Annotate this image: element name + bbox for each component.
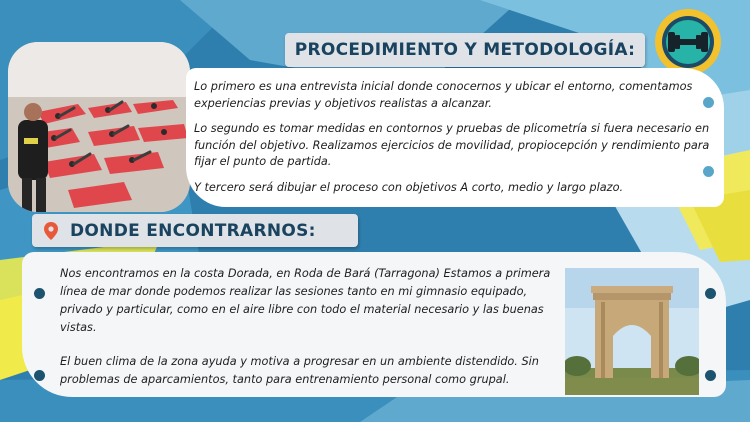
decorative-dot bbox=[703, 97, 714, 108]
location-paragraph-2: El buen clima de la zona ayuda y motiva a progresar en un ambiente distendido. Sin problemas de aparcamientos, tanto para entrenamiento personal como grupal. bbox=[60, 355, 539, 386]
dumbbell-logo-icon bbox=[654, 8, 722, 76]
decorative-dot bbox=[34, 370, 45, 381]
procedure-title-box bbox=[285, 33, 645, 67]
procedure-card bbox=[186, 68, 724, 207]
gym-class-photo bbox=[8, 42, 190, 212]
location-title-box bbox=[32, 214, 358, 247]
decorative-dot bbox=[34, 288, 45, 299]
location-card bbox=[22, 252, 726, 397]
roman-arch-photo bbox=[565, 268, 699, 395]
procedure-title: PROCEDIMIENTO Y METODOLOGÍA: bbox=[294, 40, 636, 60]
decorative-dot bbox=[705, 288, 716, 299]
decorative-dot bbox=[703, 166, 714, 177]
location-pin-icon bbox=[44, 222, 58, 240]
decorative-dot bbox=[705, 370, 716, 381]
procedure-paragraph-1: Lo primero es una entrevista inicial donde conocernos y ubicar el entorno, comentamos experiencias previas y objetivos realistas a alcanzar. bbox=[194, 80, 693, 110]
location-title: DONDE ENCONTRARNOS: bbox=[70, 220, 316, 241]
location-paragraph-1: Nos encontramos en la costa Dorada, en Roda de Bará (Tarragona) Estamos a primera línea de mar donde podemos realizar las sesiones tanto en mi gimnasio equipado, privado y particular, como en el aire libre con todo el material necesario y las buenas vistas. bbox=[60, 267, 551, 334]
procedure-paragraph-3: Y tercero será dibujar el proceso con objetivos A corto, medio y largo plazo. bbox=[194, 180, 624, 194]
procedure-paragraph-2: Lo segundo es tomar medidas en contornos y pruebas de plicometría si fuera necesario en función del objetivo. Realizamos ejercicios de movilidad, propiocepción y rendimiento para fijar el punto de partida. bbox=[194, 122, 710, 168]
